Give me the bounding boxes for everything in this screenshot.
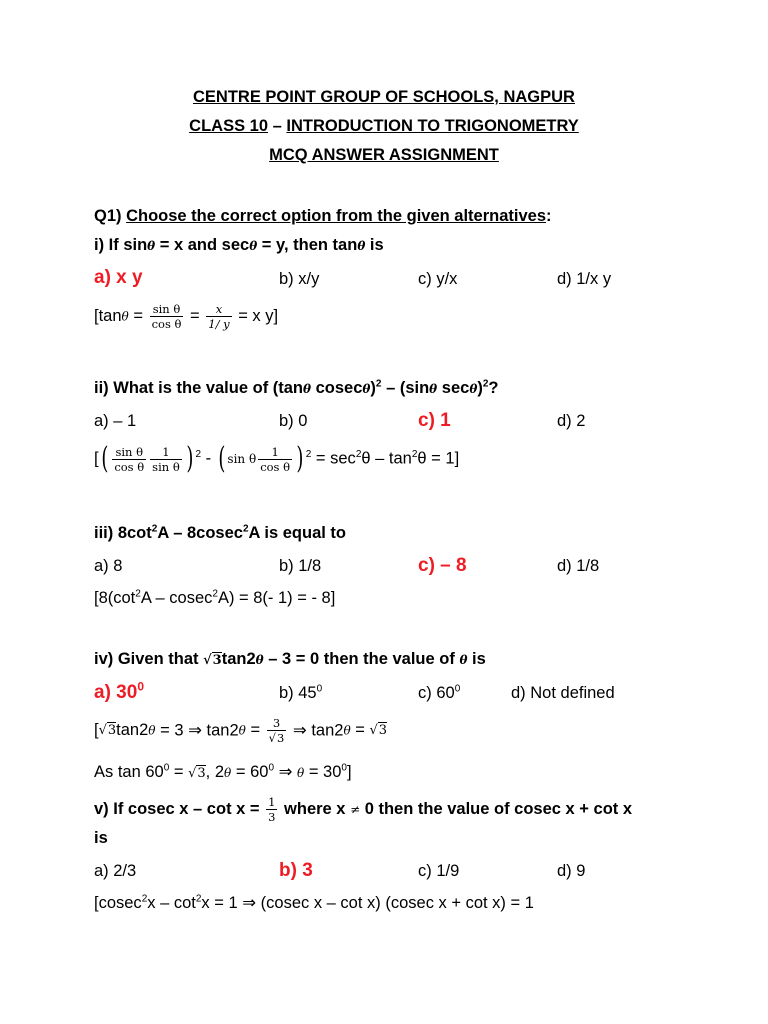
paren: ) (296, 441, 304, 476)
solution-text: [ (94, 721, 99, 739)
solution-text: A – cosec (140, 589, 213, 607)
q1-heading (94, 207, 552, 226)
question-text: A – 8cosec (157, 524, 243, 542)
option-correct: c) 1 (418, 410, 451, 431)
paren: ) (186, 441, 194, 476)
theta-symbol: θ (303, 382, 312, 396)
sqrt-symbol: √3 (203, 653, 222, 668)
solution-text: = 60 (231, 763, 269, 781)
paren: ( (100, 441, 108, 476)
question-v-continued: is (94, 829, 108, 847)
option: d) Not defined (511, 684, 615, 702)
option: d) 1/8 (557, 557, 600, 575)
q1-colon: : (546, 207, 552, 225)
question-text: ) (370, 379, 376, 397)
option: a) 8 (94, 557, 123, 575)
question-text: ii) What is the value of (tan (94, 379, 304, 397)
superscript: 2 (212, 588, 218, 600)
solution-text: = (190, 307, 205, 325)
question-text: iv) Given that (94, 650, 204, 668)
sqrt-symbol: √3 (369, 723, 388, 738)
theta-symbol: θ (255, 653, 264, 667)
solution-i (94, 302, 278, 331)
fraction: $\frac{1}{3}$ (268, 795, 276, 824)
option-correct: b) 3 (279, 860, 313, 881)
superscript: 2 (305, 448, 312, 460)
question-text: 0 then the value of cosec x + cot x (360, 800, 633, 818)
solution-v (94, 893, 534, 913)
option: b) 0 (279, 412, 308, 430)
option: d) 2 (557, 412, 586, 430)
question-text: where x (279, 800, 351, 818)
question-text: A is equal to (248, 524, 347, 542)
solution-text: ⇒ (274, 763, 297, 781)
superscript: 2 (482, 378, 489, 390)
superscript: 2 (242, 523, 249, 535)
superscript: 2 (411, 448, 418, 460)
question-i (94, 236, 384, 255)
superscript: 2 (375, 378, 382, 390)
theta-symbol: θ (357, 239, 366, 253)
theta-symbol: θ (147, 239, 156, 253)
class-separator: – (268, 117, 287, 135)
option: c) $60^0$ (418, 683, 461, 702)
option: d) 9 (557, 862, 586, 880)
question-text: – (sin (381, 379, 430, 397)
solution-iv-line1 (94, 716, 387, 745)
question-text: sec (437, 379, 470, 397)
option: b) $45^0$ (279, 683, 323, 702)
solution-ii (94, 441, 460, 476)
theta-symbol: θ (362, 382, 371, 396)
superscript: 0 (163, 762, 170, 774)
class-label: CLASS 10 (189, 117, 269, 135)
solution-text: = x y] (238, 307, 279, 325)
solution-text: [cosec (94, 894, 142, 912)
solution-iii (94, 589, 335, 608)
theta-symbol: θ (224, 766, 232, 780)
solution-text: ] (346, 763, 352, 781)
fraction: $\frac{x}{1/ y}$ (208, 302, 230, 331)
chapter-title: INTRODUCTION TO TRIGONOMETRY (286, 117, 579, 135)
option: b) 1/8 (279, 557, 322, 575)
option: c) y/x (418, 270, 458, 288)
solution-iv-line2 (94, 762, 352, 782)
school-title: CENTRE POINT GROUP OF SCHOOLS, NAGPUR (193, 88, 575, 106)
option: a) 2/3 (94, 862, 137, 880)
assignment-title: MCQ ANSWER ASSIGNMENT (269, 146, 499, 164)
solution-text: , 2 (205, 763, 225, 781)
question-text: tan2 (221, 650, 256, 668)
question-text: = x and sec (155, 236, 250, 254)
option: b) x/y (279, 270, 320, 288)
question-v (94, 795, 632, 824)
solution-text: = (245, 721, 265, 739)
superscript: 2 (141, 893, 148, 905)
solution-text: sin θ (227, 452, 257, 466)
question-text: – 3 = 0 then the value of (263, 650, 460, 668)
option-correct: a) $30^0$ (94, 679, 144, 703)
fraction: $\frac{\text{sin θ}}{\text{cos θ}}$ (151, 302, 182, 331)
solution-text: = 30 (304, 763, 342, 781)
paren: ( (218, 441, 226, 476)
fraction: $\frac{1}{\text{cos θ}}$ (260, 444, 291, 474)
question-text: ) (477, 379, 483, 397)
fraction: $\frac{3}{√3}$ (268, 716, 285, 745)
question-iv (94, 650, 486, 669)
solution-text: = (128, 307, 148, 325)
solution-text: - (201, 449, 216, 468)
theta-symbol: θ (238, 723, 246, 738)
solution-text: = (169, 763, 189, 781)
solution-text: x = 1 ⇒ (cosec x – cot x) (cosec x + cot x) = 1 (201, 894, 534, 912)
sqrt-symbol: √3 (98, 723, 117, 738)
solution-text: ⇒ tan2 (292, 721, 344, 740)
solution-text: θ – tan (361, 449, 412, 468)
fraction: $\frac{\text{sin θ}}{\text{cos θ}}$ (114, 444, 145, 474)
solution-text: = (350, 721, 370, 739)
question-ii (94, 379, 498, 398)
solution-text: [ (94, 449, 99, 468)
superscript: 2 (151, 523, 158, 535)
question-text: i) If sin (94, 236, 148, 254)
solution-text: [8(cot (94, 589, 136, 607)
superscript: 2 (195, 893, 202, 905)
solution-text: [tan (94, 307, 122, 325)
theta-symbol: θ (469, 382, 478, 396)
option-correct: a) x y (94, 267, 143, 288)
theta-symbol: θ (121, 309, 129, 324)
theta-symbol: θ (459, 653, 468, 667)
class-title (0, 117, 768, 136)
solution-text: tan2 (116, 721, 149, 739)
q1-number: Q1) (94, 207, 127, 225)
option-correct: c) – 8 (418, 555, 467, 576)
superscript: 2 (135, 588, 141, 600)
superscript: 0 (341, 762, 347, 774)
question-text: iii) 8cot (94, 524, 152, 542)
option: a) – 1 (94, 412, 137, 430)
solution-text: A) = 8(- 1) = - 8] (217, 589, 336, 607)
superscript: 0 (268, 762, 274, 774)
question-text: ? (488, 379, 499, 397)
sqrt-symbol: √3 (188, 766, 206, 781)
question-text: cosec (311, 379, 363, 397)
superscript: 2 (355, 448, 362, 460)
question-text: is (467, 650, 486, 668)
theta-symbol: θ (249, 239, 258, 253)
solution-text: As tan 60 (94, 763, 164, 781)
theta-symbol: θ (297, 766, 305, 780)
superscript: 2 (195, 448, 202, 460)
theta-symbol: θ (429, 382, 438, 396)
fraction: $\frac{1}{\text{sin θ}}$ (152, 444, 180, 474)
solution-text: = 3 ⇒ tan2 (155, 721, 239, 740)
option: d) 1/x y (557, 270, 612, 288)
not-equal-symbol: ≠ (350, 802, 361, 817)
question-text: is (365, 236, 384, 254)
solution-text: = sec (311, 449, 356, 468)
solution-text: θ = 1] (417, 449, 460, 468)
q1-instruction: Choose the correct option from the given alternatives (126, 207, 547, 225)
theta-symbol: θ (343, 723, 351, 738)
question-text: v) If cosec x – cot x = (94, 800, 265, 818)
question-text: = y, then tan (257, 236, 358, 254)
solution-text: x – cot (147, 894, 196, 912)
theta-symbol: θ (148, 723, 156, 738)
question-iii (94, 524, 346, 543)
option: c) 1/9 (418, 862, 460, 880)
